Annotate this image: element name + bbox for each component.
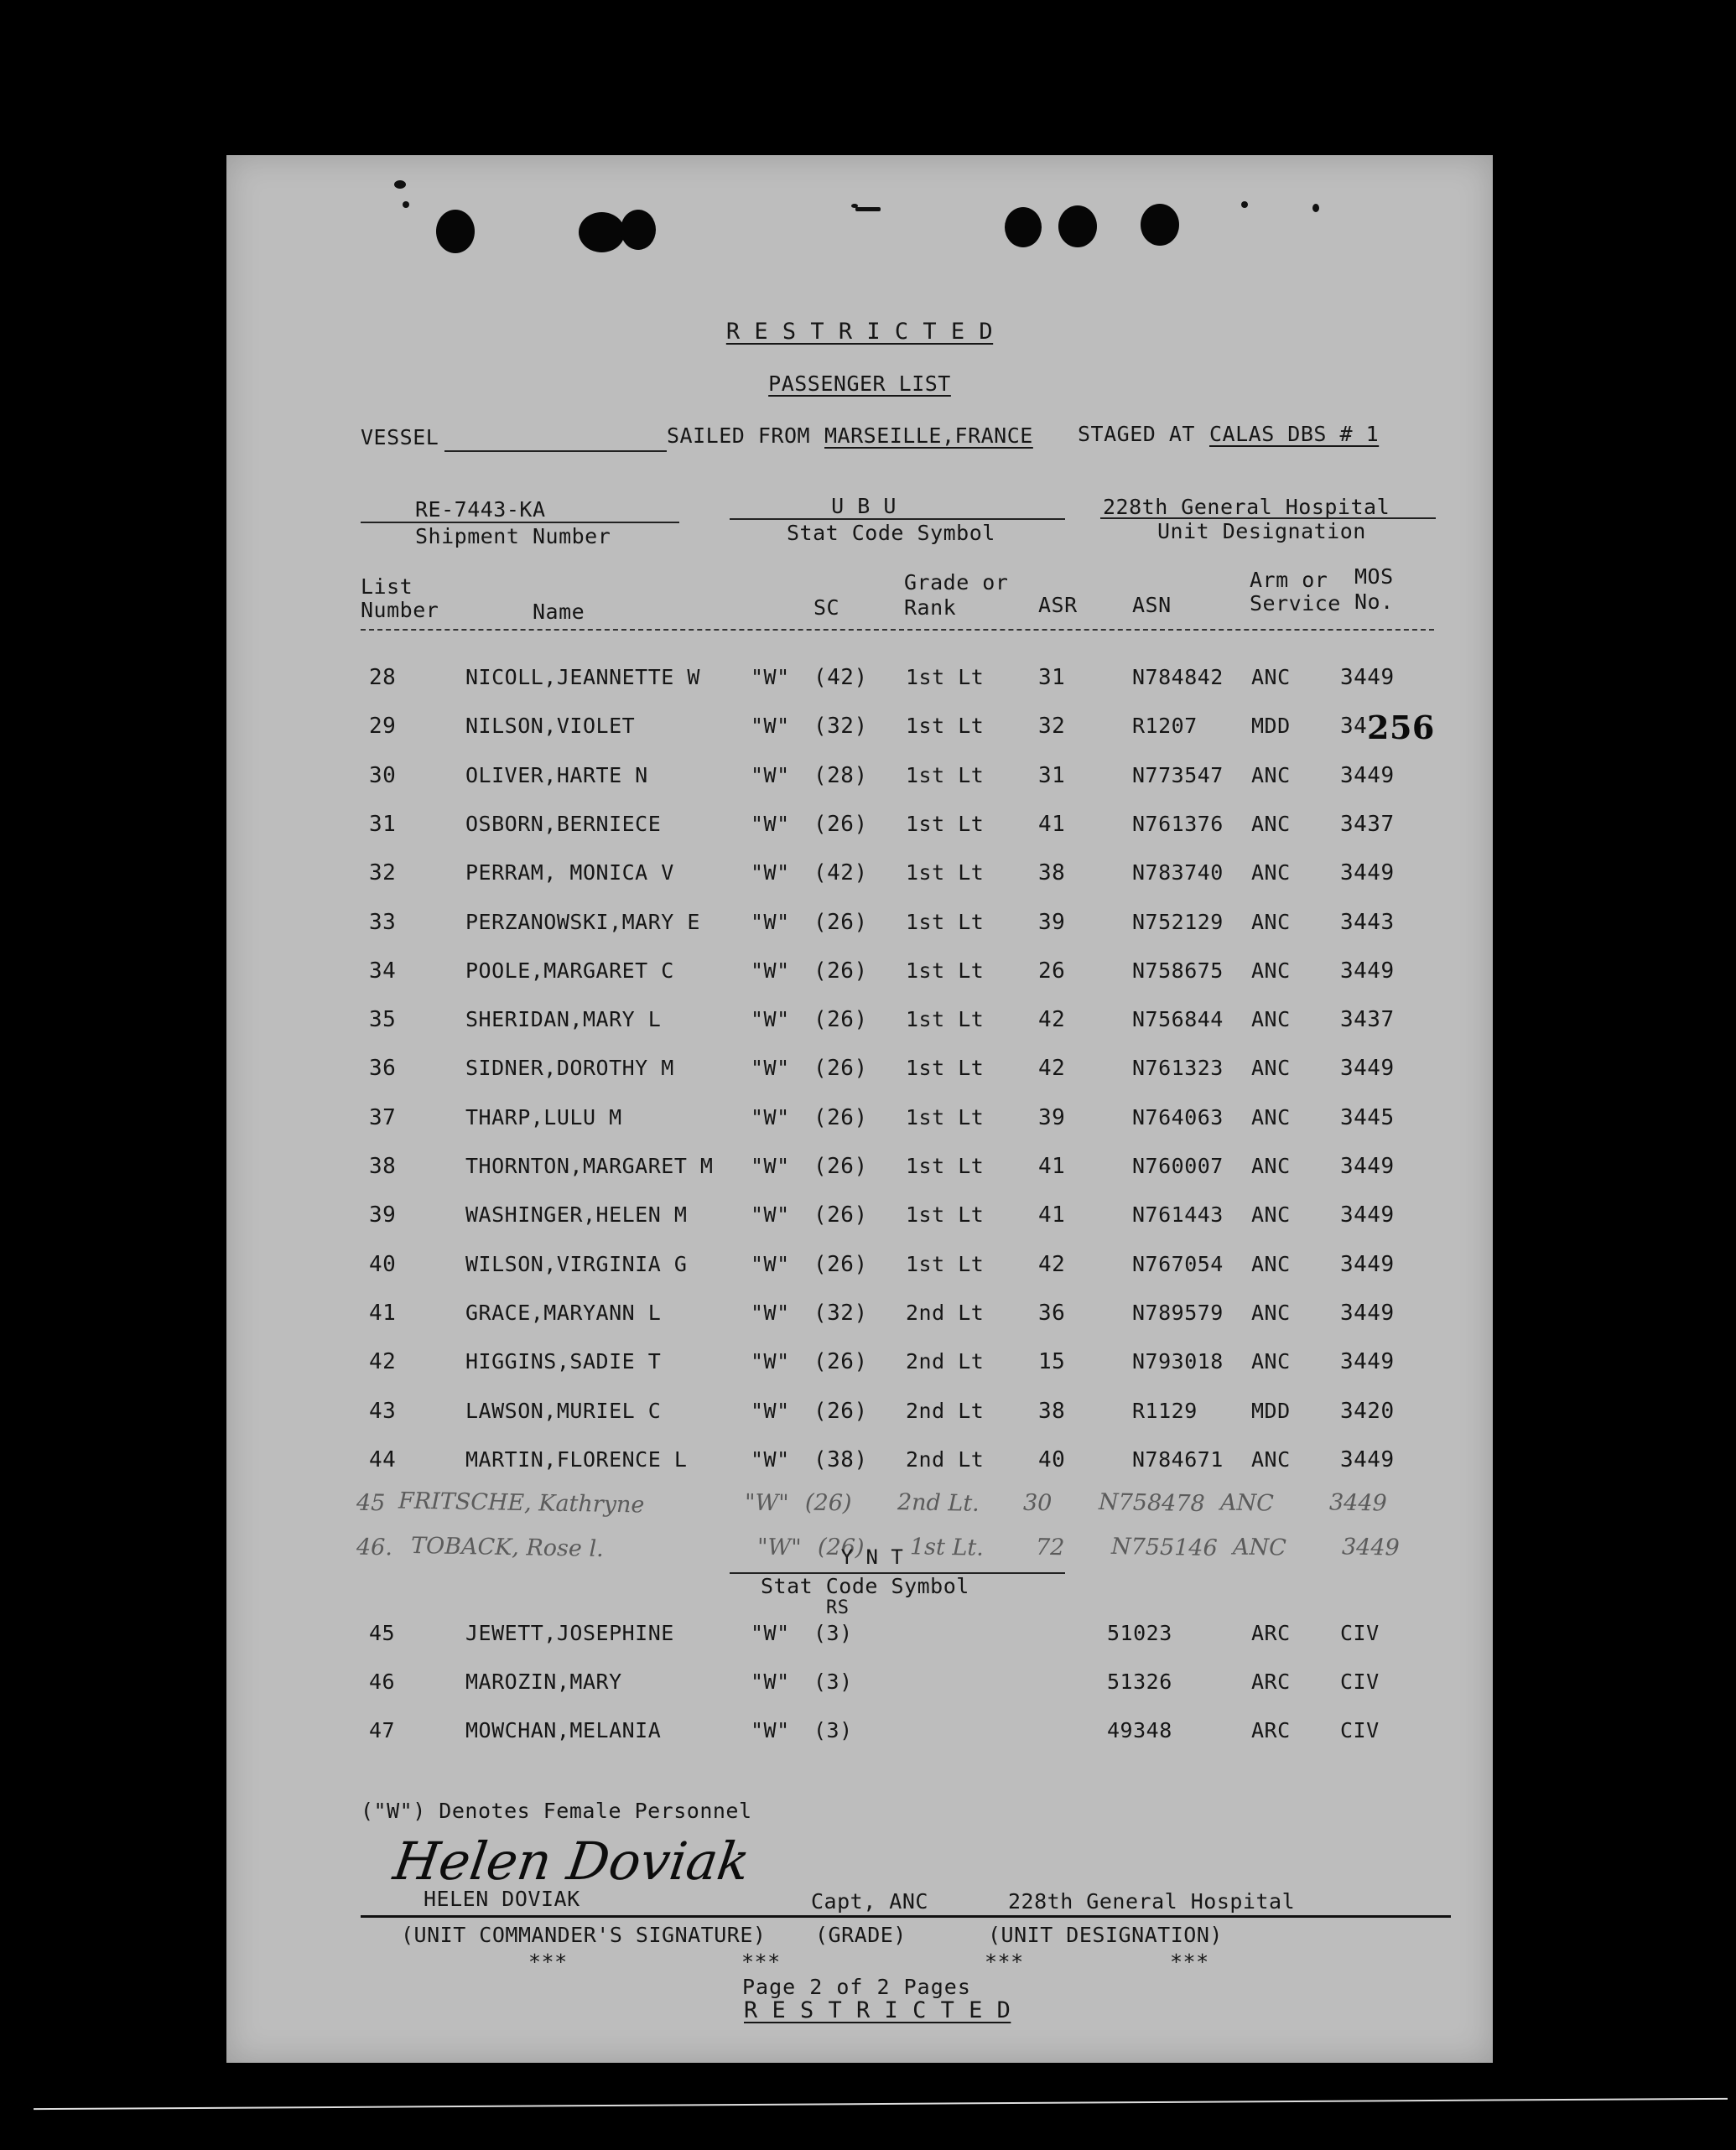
cell-rank: 2nd Lt xyxy=(906,1398,985,1423)
cell-rank: 1st Lt xyxy=(906,1007,985,1032)
cell-num: 42 xyxy=(369,1349,397,1375)
speck xyxy=(394,180,406,189)
cell-asr: 26 xyxy=(1038,958,1066,984)
cell-sc: (42) xyxy=(813,860,868,886)
cell-asn: N764063 xyxy=(1132,1104,1224,1130)
shipment-number: RE-7443-KA xyxy=(415,497,546,522)
civ-cell-w: "W" xyxy=(751,1670,790,1694)
cell-asr: 42 xyxy=(1038,1251,1066,1277)
cell-mos: 3449 xyxy=(1340,958,1395,984)
handwritten-name: TOBACK, Rose l. xyxy=(410,1532,604,1563)
cell-mos: 3449 xyxy=(1340,1300,1395,1326)
cell-rank: 1st Lt xyxy=(906,1154,985,1178)
civ-cell-arm: ARC xyxy=(1251,1670,1291,1694)
cell-arm: ANC xyxy=(1251,909,1291,934)
cell-sc: (32) xyxy=(813,714,868,740)
cell-name: SIDNER,DOROTHY M xyxy=(465,1056,674,1081)
cell-mos: 3445 xyxy=(1340,1104,1395,1130)
cell-arm: ANC xyxy=(1251,958,1291,983)
cell-arm: ANC xyxy=(1251,811,1291,836)
cell-asn: N773547 xyxy=(1132,762,1224,787)
civ-cell-mos: CIV xyxy=(1340,1670,1380,1694)
punch-hole xyxy=(579,212,625,252)
signer-grade: Capt, ANC xyxy=(811,1889,928,1914)
cell-sc: (42) xyxy=(813,665,868,690)
cell-num: 36 xyxy=(369,1056,397,1082)
page-number: Page 2 of 2 Pages xyxy=(742,1975,971,1999)
cell-sc: (26) xyxy=(813,1104,868,1130)
punch-hole xyxy=(436,210,475,253)
vessel-line xyxy=(444,450,667,452)
cell-rank: 1st Lt xyxy=(906,1251,985,1276)
handwritten-asr: 72 xyxy=(1035,1534,1065,1561)
cell-asn: N784671 xyxy=(1132,1446,1224,1472)
cell-name: WASHINGER,HELEN M xyxy=(465,1202,688,1228)
cell-name: GRACE,MARYANN L xyxy=(465,1300,662,1325)
civ-cell-sc: (3) xyxy=(813,1670,853,1694)
cell-sc: (26) xyxy=(813,1154,868,1179)
civ-cell-asn: 51023 xyxy=(1107,1621,1172,1645)
stat2-label: Stat Code Symbol xyxy=(761,1574,969,1598)
cell-w: "W" xyxy=(751,1251,790,1276)
cell-w: "W" xyxy=(751,1202,790,1228)
cell-asr: 40 xyxy=(1038,1446,1066,1472)
cell-asr: 41 xyxy=(1038,811,1066,837)
handwritten-rank: 2nd Lt. xyxy=(897,1489,980,1517)
cell-asn: N761376 xyxy=(1132,811,1224,836)
cell-num: 41 xyxy=(369,1300,397,1326)
civ-cell-asn: 51326 xyxy=(1107,1670,1172,1694)
cell-asn: N758675 xyxy=(1132,958,1224,983)
punch-hole xyxy=(1058,205,1097,247)
cell-arm: MDD xyxy=(1251,1398,1291,1423)
handwritten-asn: N755146 xyxy=(1110,1533,1218,1562)
col-mos: MOS xyxy=(1354,564,1394,589)
civ-cell-asn: 49348 xyxy=(1107,1718,1172,1742)
cell-rank: 1st Lt xyxy=(906,811,985,836)
civ-cell-w: "W" xyxy=(751,1621,790,1645)
staged-at: CALAS DBS # 1 xyxy=(1209,422,1380,446)
col-asn: ASN xyxy=(1132,593,1172,617)
stars-3: *** xyxy=(985,1950,1024,1974)
sailed-from: MARSEILLE,FRANCE xyxy=(824,423,1033,448)
col-asr: ASR xyxy=(1038,593,1078,617)
cell-w: "W" xyxy=(751,1300,790,1325)
cell-w: "W" xyxy=(751,1349,790,1374)
cell-num: 33 xyxy=(369,909,397,935)
punch-hole xyxy=(621,210,656,250)
civ-cell-arm: ARC xyxy=(1251,1718,1291,1742)
handwritten-rank: 1st Lt. xyxy=(909,1534,985,1561)
stat2-sub: RS xyxy=(826,1597,850,1618)
cell-sc: (26) xyxy=(813,1056,868,1082)
cell-asn: N752129 xyxy=(1132,909,1224,934)
cell-sc: (26) xyxy=(813,1398,868,1424)
stars-2: *** xyxy=(741,1950,781,1974)
cell-asr: 32 xyxy=(1038,714,1066,740)
footer-title: R E S T R I C T E D xyxy=(744,1997,1011,2023)
cell-asr: 42 xyxy=(1038,1007,1066,1033)
cell-name: OLIVER,HARTE N xyxy=(465,762,648,787)
stars-1: *** xyxy=(528,1950,568,1974)
cell-asn: N760007 xyxy=(1132,1154,1224,1178)
handwritten-num: 45 xyxy=(356,1489,386,1517)
cell-rank: 1st Lt xyxy=(906,1104,985,1130)
cell-mos: 3449 xyxy=(1340,1446,1395,1472)
staged-label: STAGED AT xyxy=(1078,422,1195,446)
col-mos-2: No. xyxy=(1354,589,1394,614)
cell-asr: 36 xyxy=(1038,1300,1066,1326)
footer-unit: 228th General Hospital xyxy=(1008,1889,1296,1914)
cell-arm: ANC xyxy=(1251,1154,1291,1178)
cell-rank: 1st Lt xyxy=(906,958,985,983)
cell-asr: 31 xyxy=(1038,762,1066,788)
cell-w: "W" xyxy=(751,860,790,885)
handwritten-name: FRITSCHE, Kathryne xyxy=(398,1488,645,1519)
col-list-2: Number xyxy=(361,598,439,622)
cell-name: WILSON,VIRGINIA G xyxy=(465,1251,688,1276)
cell-mos: 3420 xyxy=(1340,1398,1395,1424)
cell-mos: 3449 xyxy=(1340,762,1395,788)
handwritten-arm: ANC xyxy=(1219,1489,1275,1517)
vessel-label: VESSEL xyxy=(361,425,439,449)
civ-cell-name: JEWETT,JOSEPHINE xyxy=(465,1621,674,1645)
cell-arm: ANC xyxy=(1251,1251,1291,1276)
cell-asn: N756844 xyxy=(1132,1007,1224,1032)
cell-w: "W" xyxy=(751,909,790,934)
cell-arm: ANC xyxy=(1251,1007,1291,1032)
handwritten-asr: 30 xyxy=(1022,1489,1053,1517)
cell-asr: 38 xyxy=(1038,1398,1066,1424)
stat-code-label: Stat Code Symbol xyxy=(787,521,995,545)
shipment-label: Shipment Number xyxy=(415,524,611,548)
cell-mos: 3449 xyxy=(1340,1056,1395,1082)
page-stamp: 256 xyxy=(1367,709,1435,746)
cell-mos: 3449 xyxy=(1340,1349,1395,1375)
cell-w: "W" xyxy=(751,1007,790,1032)
cell-w: "W" xyxy=(751,1056,790,1081)
cell-w: "W" xyxy=(751,762,790,787)
cell-rank: 1st Lt xyxy=(906,1056,985,1081)
civ-cell-mos: CIV xyxy=(1340,1718,1380,1742)
civ-cell-mos: CIV xyxy=(1340,1621,1380,1645)
cell-mos: 3449 xyxy=(1340,860,1395,886)
signature: Helen Doviak xyxy=(389,1831,754,1892)
civ-cell-num: 46 xyxy=(369,1670,396,1694)
signer-name: HELEN DOVIAK xyxy=(424,1887,580,1911)
cell-name: NILSON,VIOLET xyxy=(465,714,636,739)
handwritten-arm: ANC xyxy=(1232,1534,1287,1561)
cell-name: THARP,LULU M xyxy=(465,1104,622,1130)
col-arm-2: Service xyxy=(1250,591,1341,615)
handwritten-w: "W" xyxy=(756,1534,802,1561)
cell-arm: ANC xyxy=(1251,1104,1291,1130)
cell-sc: (26) xyxy=(813,1349,868,1375)
cell-asn: N789579 xyxy=(1132,1300,1224,1325)
cell-w: "W" xyxy=(751,714,790,739)
cell-sc: (26) xyxy=(813,811,868,837)
civ-cell-name: MOWCHAN,MELANIA xyxy=(465,1718,662,1742)
stars-4: *** xyxy=(1170,1950,1209,1974)
col-arm: Arm or xyxy=(1250,568,1328,592)
cell-num: 29 xyxy=(369,714,397,740)
cell-num: 31 xyxy=(369,811,397,837)
cell-sc: (28) xyxy=(813,762,868,788)
signature-rule xyxy=(361,1915,1451,1918)
cell-sc: (26) xyxy=(813,958,868,984)
civ-cell-w: "W" xyxy=(751,1718,790,1742)
cell-arm: ANC xyxy=(1251,1202,1291,1228)
cell-sc: (26) xyxy=(813,1251,868,1277)
punch-hole xyxy=(1141,204,1179,246)
cell-name: POOLE,MARGARET C xyxy=(465,958,674,983)
cell-asr: 42 xyxy=(1038,1056,1066,1082)
cell-w: "W" xyxy=(751,811,790,836)
cell-num: 40 xyxy=(369,1251,397,1277)
handwritten-mos: 3449 xyxy=(1341,1534,1400,1561)
unit-label: Unit Designation xyxy=(1157,519,1366,543)
punch-hole xyxy=(1005,207,1042,247)
cell-w: "W" xyxy=(751,665,790,689)
cell-asn: N767054 xyxy=(1132,1251,1224,1276)
handwritten-asn: N758478 xyxy=(1098,1488,1205,1518)
cell-num: 43 xyxy=(369,1398,397,1424)
cell-rank: 1st Lt xyxy=(906,909,985,934)
cell-rank: 1st Lt xyxy=(906,665,985,689)
shipment-line xyxy=(361,522,679,523)
cell-asn: N793018 xyxy=(1132,1349,1224,1374)
handwritten-w: "W" xyxy=(744,1489,789,1517)
speck xyxy=(1312,204,1319,212)
unit-name: 228th General Hospital xyxy=(1103,495,1390,519)
cell-arm: ANC xyxy=(1251,1056,1291,1081)
col-grade: Grade or xyxy=(904,570,1009,595)
cell-mos: 3449 xyxy=(1340,1202,1395,1228)
cell-name: SHERIDAN,MARY L xyxy=(465,1007,662,1032)
cell-num: 32 xyxy=(369,860,397,886)
cell-asr: 41 xyxy=(1038,1154,1066,1179)
cell-arm: ANC xyxy=(1251,762,1291,787)
cell-arm: ANC xyxy=(1251,860,1291,885)
sailed-label: SAILED FROM xyxy=(667,423,811,448)
cell-name: HIGGINS,SADIE T xyxy=(465,1349,662,1374)
civ-cell-arm: ARC xyxy=(1251,1621,1291,1645)
cell-asr: 15 xyxy=(1038,1349,1066,1375)
cell-name: PERZANOWSKI,MARY E xyxy=(465,909,700,934)
col-list: List xyxy=(361,574,413,599)
label-commander-signature: (UNIT COMMANDER'S SIGNATURE) xyxy=(401,1923,767,1947)
cell-sc: (26) xyxy=(813,909,868,935)
cell-num: 30 xyxy=(369,762,397,788)
stat-code-line xyxy=(730,518,1065,520)
cell-rank: 1st Lt xyxy=(906,714,985,739)
cell-asr: 38 xyxy=(1038,860,1066,886)
cell-asn: N784842 xyxy=(1132,665,1224,689)
cell-rank: 1st Lt xyxy=(906,1202,985,1228)
cell-num: 28 xyxy=(369,665,397,690)
cell-asn: N783740 xyxy=(1132,860,1224,885)
cell-sc: (32) xyxy=(813,1300,868,1326)
cell-asr: 31 xyxy=(1038,665,1066,690)
cell-asn: R1129 xyxy=(1132,1398,1198,1423)
civ-cell-num: 45 xyxy=(369,1621,396,1645)
cell-arm: ANC xyxy=(1251,1300,1291,1325)
cell-rank: 1st Lt xyxy=(906,860,985,885)
col-name: Name xyxy=(533,600,585,624)
cell-name: PERRAM, MONICA V xyxy=(465,860,674,885)
cell-mos: 3443 xyxy=(1340,909,1395,935)
civ-cell-sc: (3) xyxy=(813,1718,853,1742)
cell-mos: 3449 xyxy=(1340,1251,1395,1277)
speck xyxy=(855,207,881,211)
handwritten-sc: (26) xyxy=(817,1534,865,1561)
cell-mos: 3437 xyxy=(1340,811,1395,837)
col-grade-2: Rank xyxy=(904,595,957,620)
speck xyxy=(1241,201,1248,208)
cell-name: THORNTON,MARGARET M xyxy=(465,1154,714,1178)
stat-code: U B U xyxy=(831,494,897,518)
cell-arm: ANC xyxy=(1251,1446,1291,1472)
cell-sc: (38) xyxy=(813,1446,868,1472)
cell-mos: 34 xyxy=(1340,714,1368,740)
cell-asr: 39 xyxy=(1038,909,1066,935)
civ-cell-sc: (3) xyxy=(813,1621,853,1645)
document-page xyxy=(226,155,1493,2063)
handwritten-num: 46. xyxy=(356,1534,393,1561)
cell-rank: 2nd Lt xyxy=(906,1300,985,1325)
stat2-code: Y N T xyxy=(840,1545,904,1569)
civ-cell-name: MAROZIN,MARY xyxy=(465,1670,622,1694)
document-subtitle: PASSENGER LIST xyxy=(768,371,951,396)
cell-asr: 41 xyxy=(1038,1202,1066,1228)
label-grade: (GRADE) xyxy=(815,1923,907,1947)
handwritten-mos: 3449 xyxy=(1328,1489,1387,1517)
header-rule xyxy=(361,629,1434,631)
cell-w: "W" xyxy=(751,1154,790,1178)
cell-mos: 3449 xyxy=(1340,1154,1395,1179)
cell-num: 35 xyxy=(369,1007,397,1033)
cell-num: 38 xyxy=(369,1154,397,1179)
cell-w: "W" xyxy=(751,1104,790,1130)
scan-edge-line xyxy=(34,2098,1728,2110)
cell-rank: 2nd Lt xyxy=(906,1446,985,1472)
cell-rank: 2nd Lt xyxy=(906,1349,985,1374)
cell-mos: 3437 xyxy=(1340,1007,1395,1033)
speck xyxy=(403,201,409,208)
cell-asn: N761443 xyxy=(1132,1202,1224,1228)
cell-asr: 39 xyxy=(1038,1104,1066,1130)
label-unit-designation: (UNIT DESIGNATION) xyxy=(988,1923,1223,1947)
cell-num: 37 xyxy=(369,1104,397,1130)
cell-num: 39 xyxy=(369,1202,397,1228)
cell-rank: 1st Lt xyxy=(906,762,985,787)
civ-cell-num: 47 xyxy=(369,1718,396,1742)
cell-arm: ANC xyxy=(1251,665,1291,689)
cell-sc: (26) xyxy=(813,1202,868,1228)
cell-num: 44 xyxy=(369,1446,397,1472)
cell-sc: (26) xyxy=(813,1007,868,1033)
cell-arm: ANC xyxy=(1251,1349,1291,1374)
cell-num: 34 xyxy=(369,958,397,984)
document-title: R E S T R I C T E D xyxy=(725,319,994,345)
cell-name: LAWSON,MURIEL C xyxy=(465,1398,662,1423)
cell-name: NICOLL,JEANNETTE W xyxy=(465,665,700,689)
cell-arm: MDD xyxy=(1251,714,1291,739)
cell-name: MARTIN,FLORENCE L xyxy=(465,1446,688,1472)
cell-w: "W" xyxy=(751,1446,790,1472)
cell-w: "W" xyxy=(751,1398,790,1423)
cell-asn: N761323 xyxy=(1132,1056,1224,1081)
cell-mos: 3449 xyxy=(1340,665,1395,690)
cell-name: OSBORN,BERNIECE xyxy=(465,811,662,836)
cell-w: "W" xyxy=(751,958,790,983)
cell-asn: R1207 xyxy=(1132,714,1198,739)
female-note: ("W") Denotes Female Personnel xyxy=(361,1799,752,1823)
handwritten-sc: (26) xyxy=(804,1489,852,1517)
col-sc: SC xyxy=(813,595,840,620)
